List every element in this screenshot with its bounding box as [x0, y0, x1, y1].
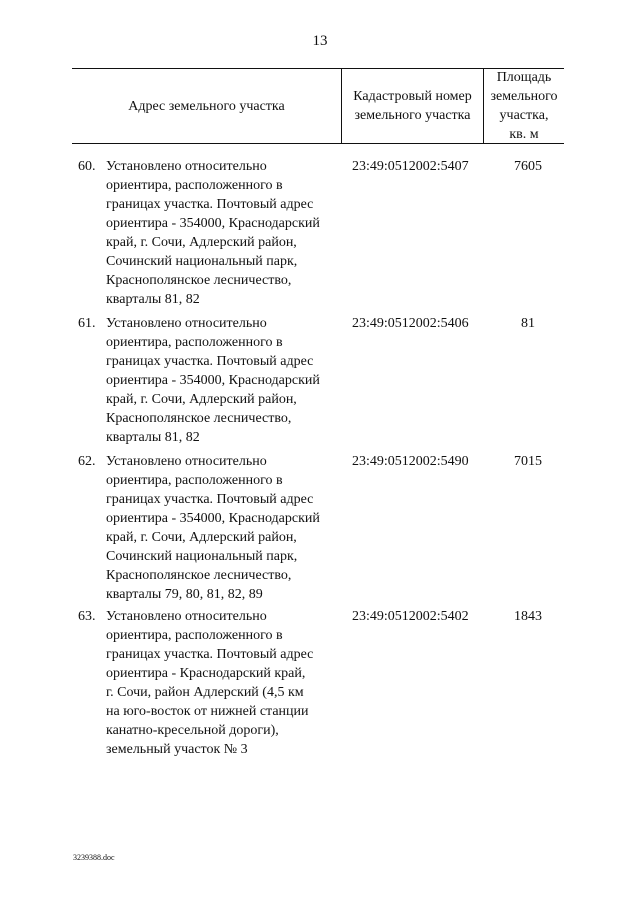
table-header: [72, 68, 564, 144]
row-cadastral-number: 23:49:0512002:5406: [352, 316, 469, 331]
row-area: 7605: [514, 159, 542, 174]
footer-filename: 3239388.doc: [73, 853, 115, 862]
header-cadastral: [342, 69, 484, 143]
row-number: 63.: [78, 609, 96, 624]
row-address: Установлено относительно ориентира, расположенного в границах участка. Почтовый адрес ориентира - 354000, Краснодарский край, г. Сочи, Адлерский район, Краснополянское лесничество, кварталы 81, 82: [106, 316, 320, 445]
row-cadastral-number: 23:49:0512002:5402: [352, 609, 469, 624]
header-address: [72, 69, 342, 143]
row-number: 61.: [78, 316, 96, 331]
row-address: Установлено относительно ориентира, расположенного в границах участка. Почтовый адрес ориентира - 354000, Краснодарский край, г. Сочи, Адлерский район, Сочинский национальный парк, Краснополянское лесничество, кварталы 81, 82: [106, 159, 320, 307]
row-cadastral-number: 23:49:0512002:5490: [352, 454, 469, 469]
row-cadastral-number: 23:49:0512002:5407: [352, 159, 469, 174]
row-area: 7015: [514, 454, 542, 469]
header-address-label: Адрес земельного участка: [128, 98, 285, 114]
row-address: Установлено относительно ориентира, расположенного в границах участка. Почтовый адрес ориентира - Краснодарский край, г. Сочи, район Адлерский (4,5 км на юго-восток от нижней станции канатно-кресельной дороги), земельный участок № 3: [106, 609, 314, 757]
header-cadastral-label: Кадастровый номер земельного участка: [353, 89, 472, 123]
page-number: 13: [312, 33, 328, 49]
row-address: Установлено относительно ориентира, расположенного в границах участка. Почтовый адрес ориентира - 354000, Краснодарский край, г. Сочи, Адлерский район, Сочинский национальный парк, Краснополянское лесничество, кварталы 79, 80, 81, 82, 89: [106, 454, 320, 602]
header-area-label: Площадь земельного участка, кв. м: [490, 70, 558, 142]
row-area: 1843: [514, 609, 542, 624]
row-area: 81: [521, 316, 535, 331]
row-number: 62.: [78, 454, 96, 469]
header-area: [484, 69, 564, 143]
row-number: 60.: [78, 159, 96, 174]
